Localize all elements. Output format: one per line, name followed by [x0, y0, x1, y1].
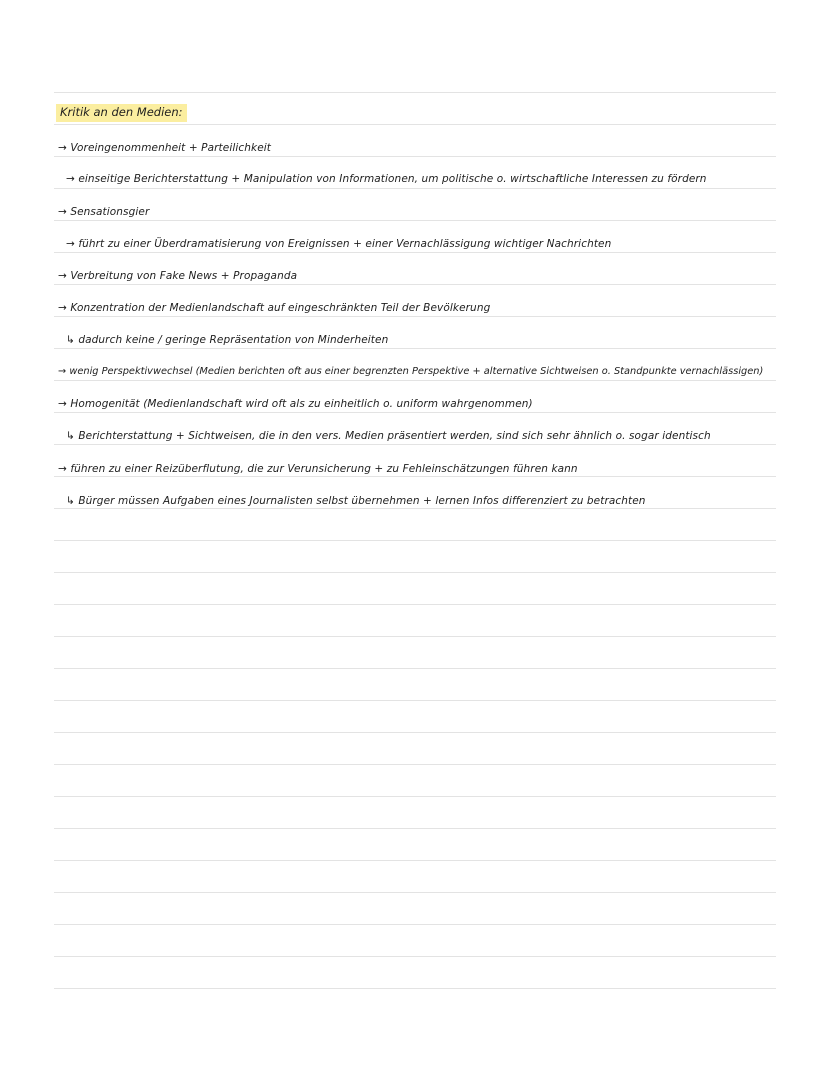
rule-line	[54, 508, 776, 509]
rule-line	[54, 604, 776, 605]
rule-line	[54, 124, 776, 125]
rule-line	[54, 764, 776, 765]
rule-line	[54, 540, 776, 541]
rule-line	[54, 316, 776, 317]
rule-line	[54, 956, 776, 957]
rule-line	[54, 892, 776, 893]
note-line: → einseitige Berichterstattung + Manipulation von Informationen, um politische o. wirtschaftliche Interessen zu fördern	[66, 173, 707, 185]
note-title: Kritik an den Medien:	[56, 104, 187, 122]
rule-line	[54, 252, 776, 253]
note-line: → Voreingenommenheit + Parteilichkeit	[58, 142, 271, 154]
ruled-lines	[54, 0, 776, 1070]
rule-line	[54, 156, 776, 157]
rule-line	[54, 188, 776, 189]
rule-line	[54, 796, 776, 797]
rule-line	[54, 380, 776, 381]
rule-line	[54, 444, 776, 445]
rule-line	[54, 828, 776, 829]
rule-line	[54, 860, 776, 861]
rule-line	[54, 284, 776, 285]
note-line: → Homogenität (Medienlandschaft wird oft als zu einheitlich o. uniform wahrgenommen)	[58, 398, 533, 410]
rule-line	[54, 572, 776, 573]
rule-line	[54, 476, 776, 477]
rule-line	[54, 988, 776, 989]
note-line: ↳ dadurch keine / geringe Repräsentation von Minderheiten	[66, 334, 389, 346]
rule-line	[54, 700, 776, 701]
rule-line	[54, 220, 776, 221]
rule-line	[54, 412, 776, 413]
note-line: → führt zu einer Überdramatisierung von Ereignissen + einer Vernachlässigung wichtiger Nachrichten	[66, 238, 612, 250]
rule-line	[54, 636, 776, 637]
note-line: → Sensationsgier	[58, 206, 150, 218]
rule-line	[54, 732, 776, 733]
rule-line	[54, 924, 776, 925]
rule-line	[54, 92, 776, 93]
note-line: ↳ Berichterstattung + Sichtweisen, die in den vers. Medien präsentiert werden, sind sich sehr ähnlich o. sogar identisch	[66, 430, 711, 442]
note-line: ↳ Bürger müssen Aufgaben eines Journalisten selbst übernehmen + lernen Infos differenziert zu betrachten	[66, 495, 646, 507]
note-line: → wenig Perspektivwechsel (Medien berichten oft aus einer begrenzten Perspektive + alternative Sichtweisen o. Standpunkte vernachlässigen)	[58, 366, 764, 377]
rule-line	[54, 668, 776, 669]
note-line: → führen zu einer Reizüberflutung, die zur Verunsicherung + zu Fehleinschätzungen führen kann	[58, 463, 578, 475]
rule-line	[54, 348, 776, 349]
note-line: → Konzentration der Medienlandschaft auf eingeschränkten Teil der Bevölkerung	[58, 302, 491, 314]
note-line: → Verbreitung von Fake News + Propaganda	[58, 270, 298, 282]
